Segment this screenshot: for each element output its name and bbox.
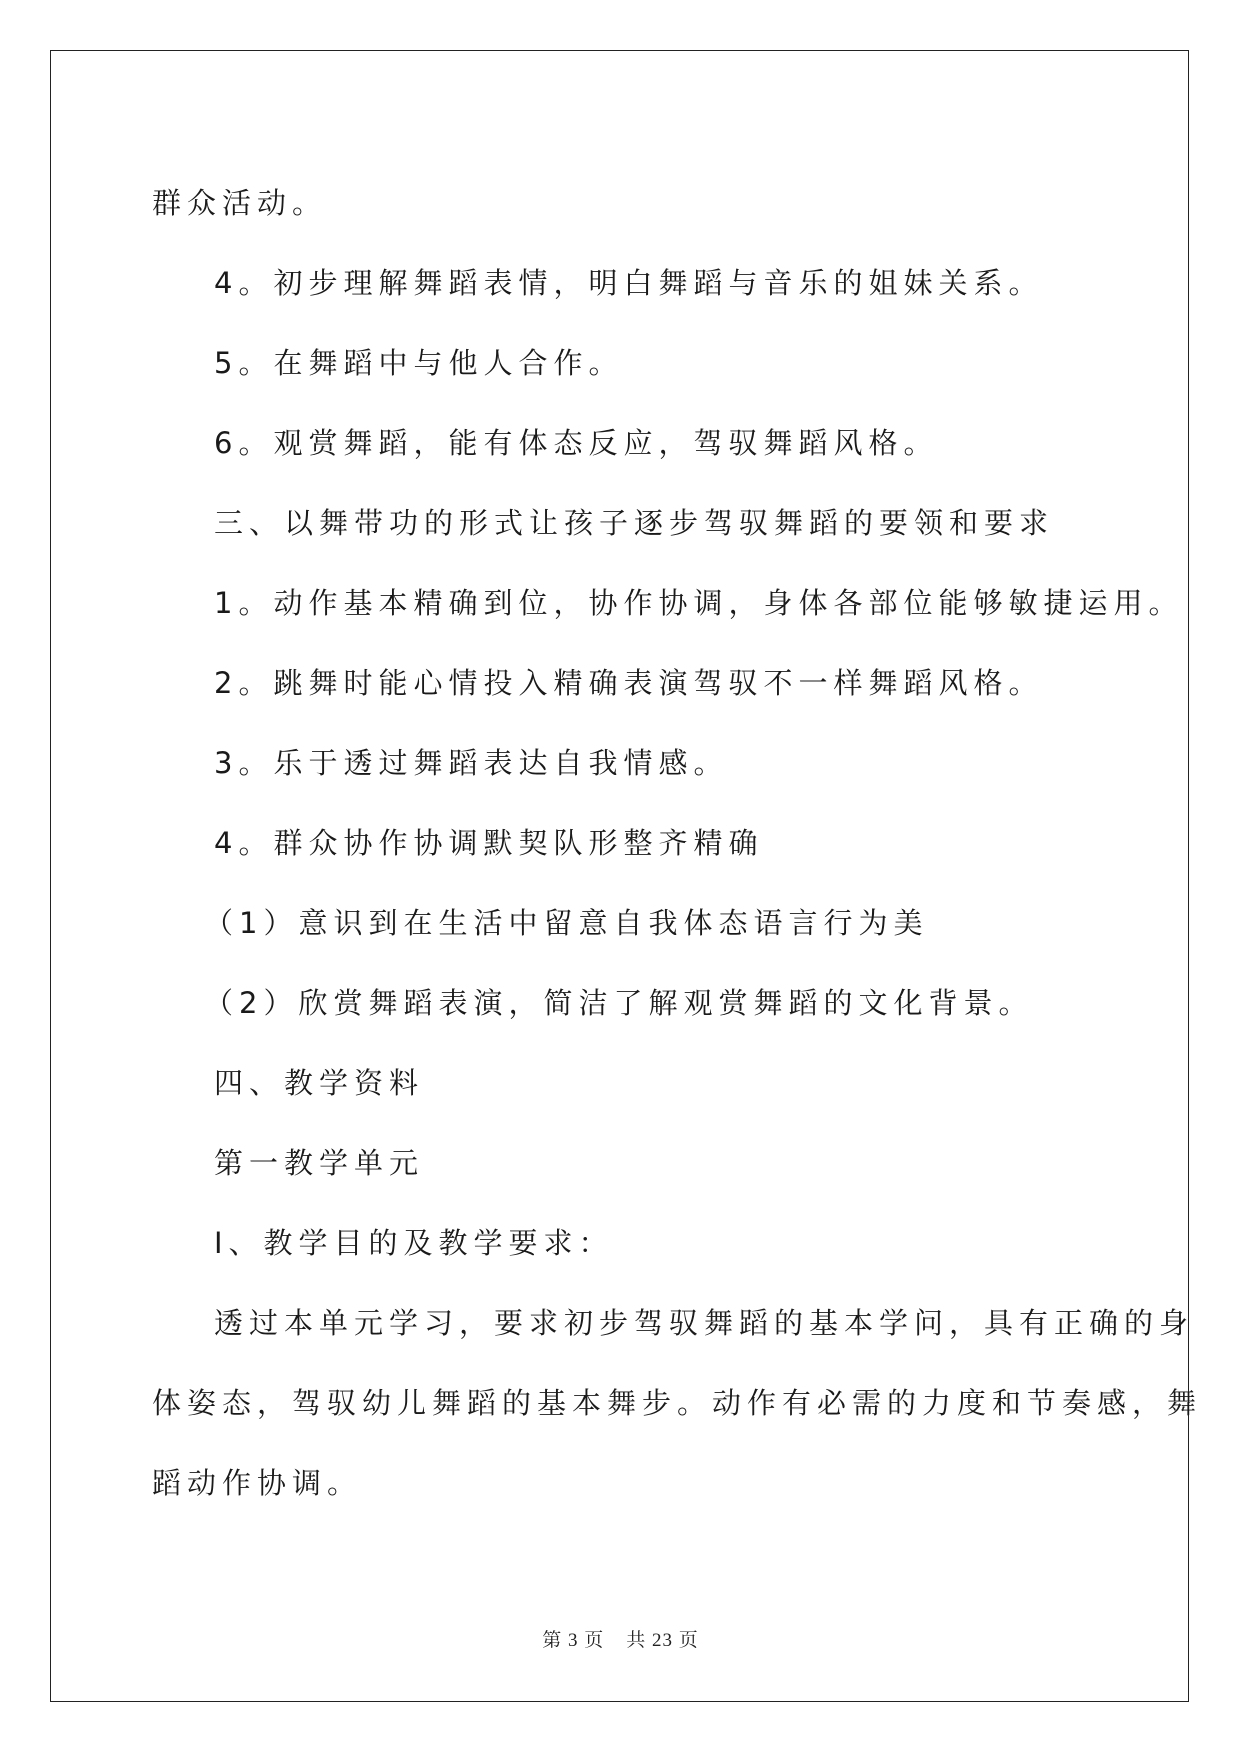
list-item: 5。在舞蹈中与他人合作。	[214, 346, 624, 380]
list-item: 4。初步理解舞蹈表情，明白舞蹈与音乐的姐妹关系。	[214, 266, 1044, 300]
section-heading: 三、以舞带功的形式让孩子逐步驾驭舞蹈的要领和要求	[214, 506, 1055, 540]
subsection-heading: Ⅰ、教学目的及教学要求：	[214, 1226, 614, 1260]
paragraph-line: 体姿态，驾驭幼儿舞蹈的基本舞步。动作有必需的力度和节奏感，舞	[152, 1386, 1203, 1420]
list-item: 3。乐于透过舞蹈表达自我情感。	[214, 746, 729, 780]
paragraph-line: 透过本单元学习，要求初步驾驭舞蹈的基本学问，具有正确的身	[214, 1306, 1195, 1340]
sub-list-item: （2）欣赏舞蹈表演，简洁了解观赏舞蹈的文化背景。	[204, 986, 1034, 1020]
list-item: 1。动作基本精确到位，协作协调，身体各部位能够敏捷运用。	[214, 586, 1184, 620]
sub-list-item: （1）意识到在生活中留意自我体态语言行为美	[204, 906, 929, 940]
page-footer	[0, 1625, 1241, 1652]
page-number: 第 3 页	[542, 1630, 605, 1651]
list-item: 4。群众协作协调默契队形整齐精确	[214, 826, 764, 860]
unit-heading: 第一教学单元	[214, 1146, 425, 1180]
section-heading: 四、教学资料	[214, 1066, 425, 1100]
list-item: 6。观赏舞蹈，能有体态反应，驾驭舞蹈风格。	[214, 426, 939, 460]
paragraph-line: 蹈动作协调。	[152, 1466, 363, 1500]
list-item: 2。跳舞时能心情投入精确表演驾驭不一样舞蹈风格。	[214, 666, 1044, 700]
document-body	[152, 163, 1203, 1523]
page-total: 共 23 页	[626, 1630, 699, 1651]
text-line: 群众活动。	[152, 186, 328, 220]
